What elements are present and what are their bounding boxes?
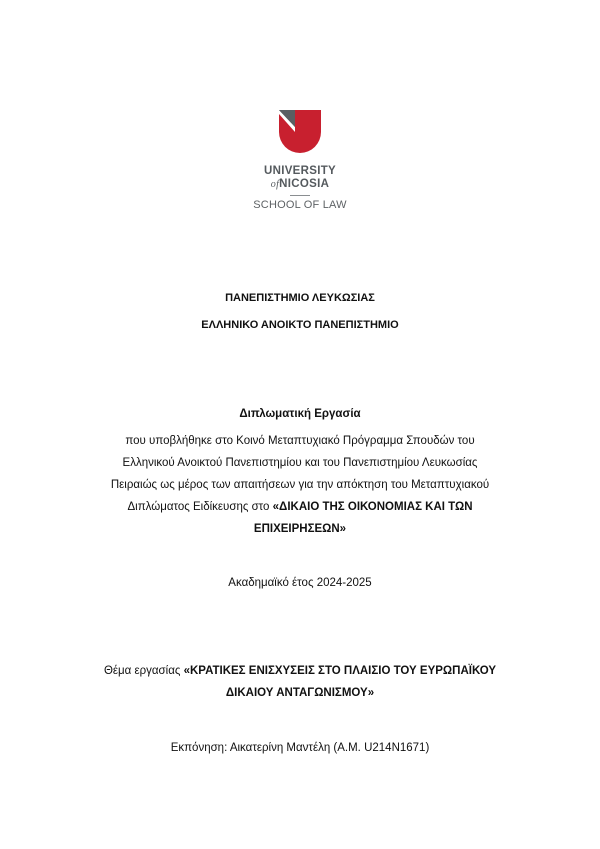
institution-line-2: ΕΛΛΗΝΙΚΟ ΑΝΟΙΚΤΟ ΠΑΝΕΠΙΣΤΗΜΙΟ — [201, 319, 399, 331]
program-title-part-1: «ΔΙΚΑΙΟ ΤΗΣ ΟΙΚΟΝΟΜΙΑΣ ΚΑΙ ΤΩΝ — [272, 501, 473, 513]
university-logo-icon — [276, 108, 324, 156]
logo-school-text: SCHOOL OF LAW — [253, 199, 347, 211]
logo-nicosia-word: NICOSIA — [279, 178, 330, 190]
institution-line-1: ΠΑΝΕΠΙΣΤΗΜΙΟ ΛΕΥΚΩΣΙΑΣ — [225, 292, 375, 304]
topic-label: Θέμα εργασίας — [103, 665, 184, 677]
topic-title-part-1: «ΚΡΑΤΙΚΕΣ ΕΝΙΣΧΥΣΕΙΣ ΣΤΟ ΠΛΑΙΣΙΟ ΤΟΥ ΕΥΡΩΠΑΪΚΟΥ — [183, 665, 497, 677]
academic-year: Ακαδημαϊκό έτος 2024-2025 — [228, 577, 372, 589]
logo-of-text: of — [270, 179, 280, 190]
thesis-desc-line-4 — [0, 500, 600, 514]
topic-line-1 — [0, 664, 600, 678]
thesis-desc-line-2: Ελληνικού Ανοικτού Πανεπιστημίου και του Πανεπιστημίου Λευκωσίας — [122, 457, 478, 469]
thesis-title: Διπλωματική Εργασία — [239, 408, 361, 420]
topic-title-part-2: ΔΙΚΑΙΟΥ ΑΝΤΑΓΩΝΙΣΜΟΥ» — [225, 687, 375, 699]
thesis-desc-plain: Διπλώματος Ειδίκευσης στο — [127, 501, 273, 513]
author-line: Εκπόνηση: Αικατερίνη Μαντέλη (Α.Μ. U214N1671) — [170, 742, 430, 754]
thesis-desc-line-1: που υποβλήθηκε στο Κοινό Μεταπτυχιακό Πρόγραμμα Σπουδών του — [125, 435, 475, 447]
logo-university-text: UNIVERSITY — [263, 165, 336, 177]
program-title-part-2: ΕΠΙΧΕΙΡΗΣΕΩΝ» — [253, 523, 347, 535]
thesis-desc-line-3: Πειραιώς ως μέρος των απαιτήσεων για την απόκτηση του Μεταπτυχιακού — [110, 479, 490, 491]
logo-divider — [290, 195, 310, 196]
logo-nicosia-text — [200, 178, 400, 191]
